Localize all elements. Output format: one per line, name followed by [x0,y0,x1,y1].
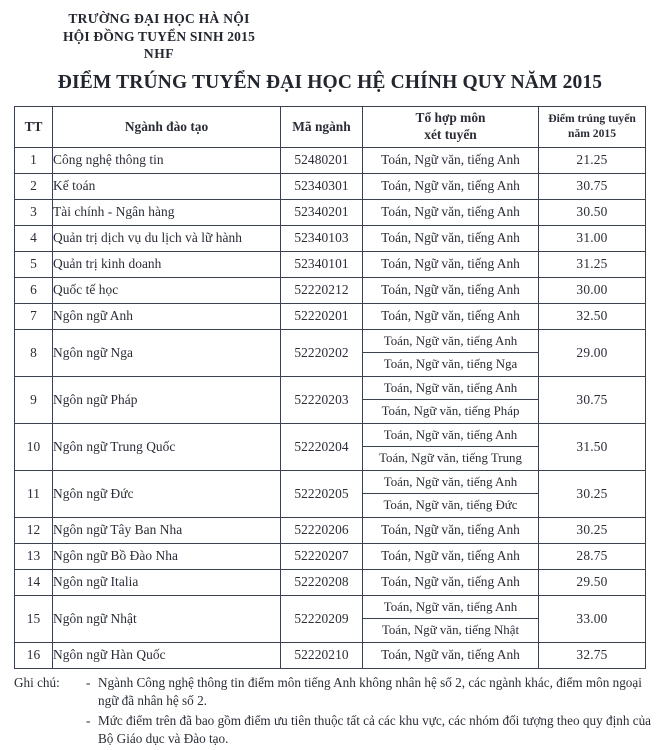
subject-combination-line: Toán, Ngữ văn, tiếng Anh [363,596,538,619]
cell-major-code: 52220205 [281,470,363,517]
table-header [15,106,646,147]
table-row [15,470,646,517]
cell-major-code: 52220207 [281,543,363,569]
cell-major-name: Ngôn ngữ Đức [53,470,281,517]
cell-cutoff-score: 32.50 [539,303,646,329]
note-text: Ngành Công nghệ thông tin điểm môn tiếng Anh không nhân hệ số 2, các ngành khác, điểm môn ngoại ngữ đã nhân hệ số 2. [98,674,642,708]
cell-subject-combination: Toán, Ngữ văn, tiếng Anh [363,517,539,543]
cell-index: 2 [15,173,53,199]
letterhead-code: NHF [143,46,175,61]
cell-cutoff-score: 30.50 [539,199,646,225]
cell-index: 7 [15,303,53,329]
table-row [15,595,646,642]
table-row [15,251,646,277]
cell-subject-combination: Toán, Ngữ văn, tiếng Anh [363,303,539,329]
column-header-cutoff-score-line1: Điểm trúng tuyển [548,112,636,126]
subject-combination-line: Toán, Ngữ văn, tiếng Nga [383,356,518,371]
cell-subject-combination: Toán, Ngữ văn, tiếng Anh [363,147,539,173]
letterhead [0,0,284,63]
cell-index: 13 [15,543,53,569]
cell-cutoff-score: 32.75 [539,642,646,668]
cell-cutoff-score: 29.50 [539,569,646,595]
page-title: ĐIỂM TRÚNG TUYỂN ĐẠI HỌC HỆ CHÍNH QUY NĂM 2015 [57,71,603,93]
table-row [15,147,646,173]
table-header-row [15,106,646,147]
cell-subject-combination [363,329,539,376]
admission-scores-table [14,106,646,669]
letterhead-council: HỘI ĐỒNG TUYỂN SINH 2015 [62,28,256,44]
cell-major-name: Ngôn ngữ Italia [53,569,281,595]
cell-subject-combination: Toán, Ngữ văn, tiếng Anh [363,225,539,251]
table-row [15,376,646,423]
cell-major-code: 52220202 [281,329,363,376]
cell-major-code: 52220212 [281,277,363,303]
cell-major-name: Ngôn ngữ Bồ Đào Nha [53,543,281,569]
cell-index: 6 [15,277,53,303]
cell-cutoff-score: 31.25 [539,251,646,277]
column-header-cutoff-score [539,106,646,147]
cell-cutoff-score: 29.00 [539,329,646,376]
cell-subject-combination [363,423,539,470]
cell-cutoff-score: 30.00 [539,277,646,303]
cell-major-name: Ngôn ngữ Pháp [53,376,281,423]
column-header-major: Ngành đào tạo [53,106,281,147]
cell-index: 12 [15,517,53,543]
cell-major-name: Ngôn ngữ Anh [53,303,281,329]
cell-index: 15 [15,595,53,642]
cell-major-code: 52220203 [281,376,363,423]
cell-cutoff-score: 21.25 [539,147,646,173]
subject-combination-line: Toán, Ngữ văn, tiếng Anh [363,471,538,494]
cell-cutoff-score: 33.00 [539,595,646,642]
cell-major-name: Quốc tế học [53,277,281,303]
cell-index: 1 [15,147,53,173]
cell-major-name: Quản trị kinh doanh [53,251,281,277]
note-item [86,674,654,711]
cell-major-code: 52340301 [281,173,363,199]
note-dash: - [86,674,91,690]
cell-cutoff-score: 30.25 [539,517,646,543]
subject-combination-line: Toán, Ngữ văn, tiếng Đức [383,497,518,512]
table-row [15,173,646,199]
cell-subject-combination: Toán, Ngữ văn, tiếng Anh [363,543,539,569]
cell-major-name: Ngôn ngữ Trung Quốc [53,423,281,470]
cell-subject-combination: Toán, Ngữ văn, tiếng Anh [363,569,539,595]
cell-major-code: 52220206 [281,517,363,543]
table-row [15,329,646,376]
letterhead-university: TRƯỜNG ĐẠI HỌC HÀ NỘI [68,11,250,26]
subject-combination-line: Toán, Ngữ văn, tiếng Pháp [381,403,520,418]
column-header-major-code: Mã ngành [281,106,363,147]
table-row [15,303,646,329]
cell-major-code: 52340201 [281,199,363,225]
cell-subject-combination: Toán, Ngữ văn, tiếng Anh [363,642,539,668]
column-header-subject-combination-line2: xét tuyển [424,126,477,142]
subject-combination-line: Toán, Ngữ văn, tiếng Trung [379,450,522,465]
footer-notes [14,674,654,750]
cell-major-code: 52340103 [281,225,363,251]
cell-index: 5 [15,251,53,277]
cell-major-code: 52220209 [281,595,363,642]
cell-major-code: 52220201 [281,303,363,329]
cell-index: 8 [15,329,53,376]
cell-cutoff-score: 30.25 [539,470,646,517]
cell-cutoff-score: 31.50 [539,423,646,470]
results-table-container [14,106,645,669]
cell-major-name: Ngôn ngữ Nga [53,329,281,376]
notes-label: Ghi chú: [14,674,60,690]
note-item [86,712,654,749]
cell-major-code: 52340101 [281,251,363,277]
cell-cutoff-score: 31.00 [539,225,646,251]
column-header-subject-combination [363,106,539,147]
cell-major-name: Quản trị dịch vụ du lịch và lữ hành [53,225,281,251]
cell-subject-combination: Toán, Ngữ văn, tiếng Anh [363,173,539,199]
cell-major-name: Kế toán [53,173,281,199]
cell-index: 14 [15,569,53,595]
cell-major-name: Ngôn ngữ Hàn Quốc [53,642,281,668]
cell-major-code: 52220210 [281,642,363,668]
subject-combination-line: Toán, Ngữ văn, tiếng Anh [363,377,538,400]
subject-combination-line: Toán, Ngữ văn, tiếng Anh [363,424,538,447]
cell-subject-combination: Toán, Ngữ văn, tiếng Anh [363,277,539,303]
cell-index: 9 [15,376,53,423]
notes-body [86,674,654,750]
table-row [15,517,646,543]
table-row [15,423,646,470]
cell-index: 4 [15,225,53,251]
subject-combination-line: Toán, Ngữ văn, tiếng Nhật [381,622,520,637]
cell-index: 16 [15,642,53,668]
table-row [15,199,646,225]
table-row [15,642,646,668]
cell-subject-combination [363,470,539,517]
cell-major-code: 52220204 [281,423,363,470]
cell-cutoff-score: 30.75 [539,376,646,423]
cell-cutoff-score: 28.75 [539,543,646,569]
cell-subject-combination: Toán, Ngữ văn, tiếng Anh [363,199,539,225]
table-row [15,569,646,595]
cell-subject-combination [363,595,539,642]
cell-index: 11 [15,470,53,517]
cell-major-name: Công nghệ thông tin [53,147,281,173]
cell-subject-combination [363,376,539,423]
note-dash: - [86,712,91,728]
column-header-tt: TT [15,106,53,147]
column-header-subject-combination-line1: Tổ hợp môn [415,109,486,125]
cell-major-name: Ngôn ngữ Tây Ban Nha [53,517,281,543]
cell-major-name: Ngôn ngữ Nhật [53,595,281,642]
table-row [15,277,646,303]
table-body [15,147,646,668]
cell-cutoff-score: 30.75 [539,173,646,199]
cell-index: 3 [15,199,53,225]
column-header-cutoff-score-line2: năm 2015 [568,126,616,140]
table-row [15,225,646,251]
table-row [15,543,646,569]
cell-major-code: 52480201 [281,147,363,173]
cell-major-name: Tài chính - Ngân hàng [53,199,281,225]
cell-index: 10 [15,423,53,470]
subject-combination-line: Toán, Ngữ văn, tiếng Anh [363,330,538,353]
cell-major-code: 52220208 [281,569,363,595]
note-text: Mức điểm trên đã bao gồm điểm ưu tiên thuộc tất cả các khu vực, các nhóm đối tượng theo quy định của Bộ Giáo dục và Đào tạo. [98,712,652,746]
cell-subject-combination: Toán, Ngữ văn, tiếng Anh [363,251,539,277]
